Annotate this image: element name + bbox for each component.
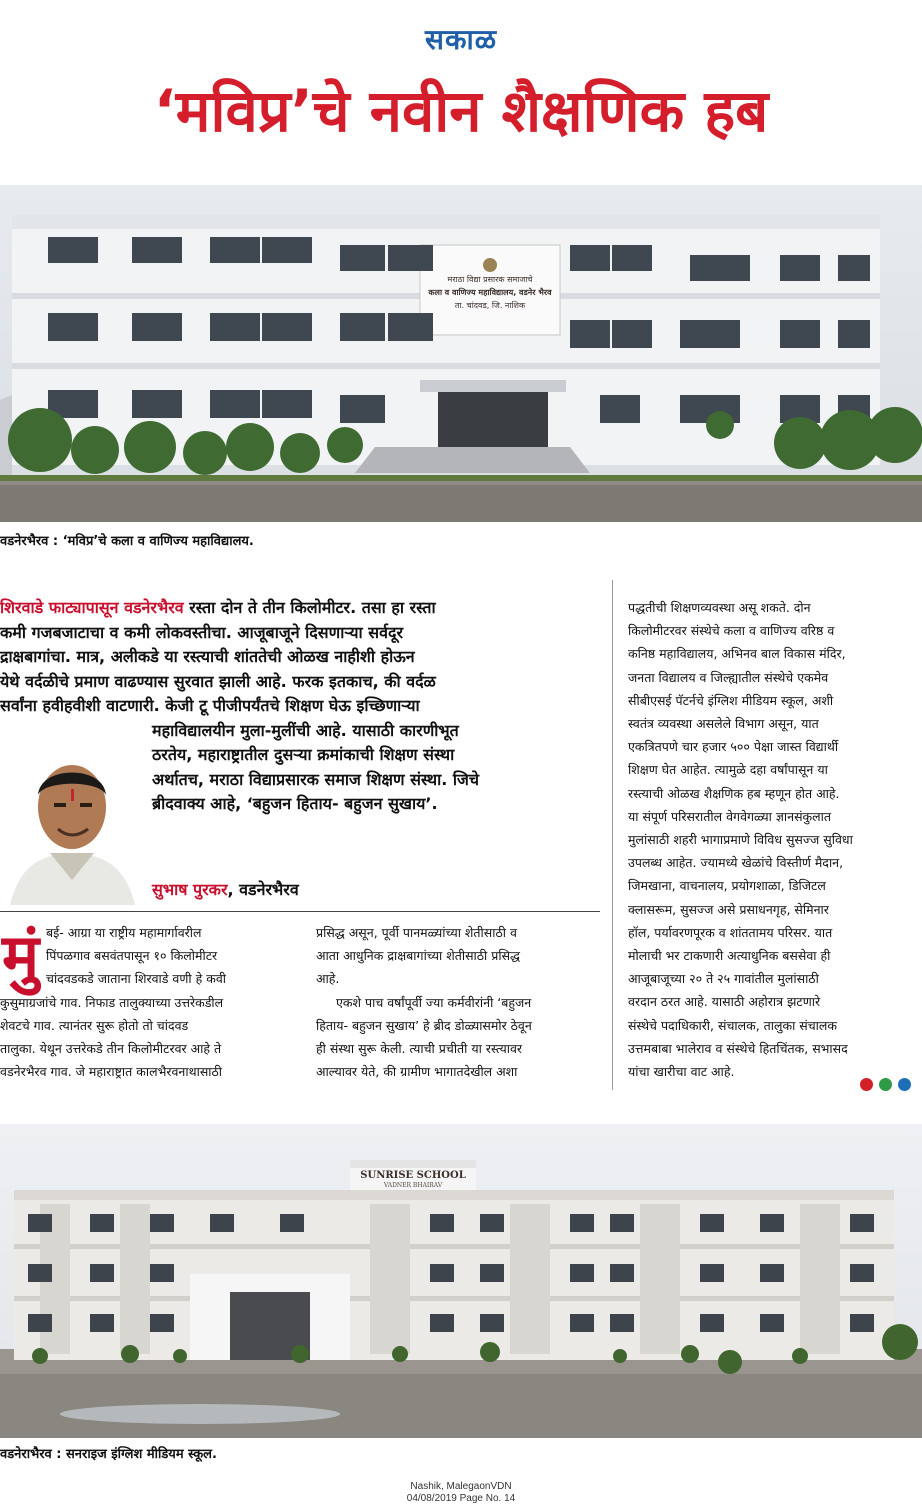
lead-line: द्राक्षबागांचा. मात्र, अलीकडे या रस्त्याची शांततेची ओळख नाहीशी होऊन (0, 647, 415, 666)
footer-date-page: 04/08/2019 Page No. 14 (406, 1493, 516, 1504)
body-line: संस्थेचे पदाधिकारी, संचालक, तालुका संचालक (628, 1017, 837, 1033)
body-line: आजूबाजूच्या २० ते २५ गावांतील मुलांसाठी (628, 971, 819, 987)
body-line: मुलांसाठी शहरी भागाप्रमाणे विविध सुसज्ज सुविधा (628, 832, 853, 848)
byline-name: सुभाष पुरकर (152, 880, 228, 899)
body-line: क्लासरूम, सुसज्ज असे प्रसाधनगृह, सेमिनार (628, 901, 829, 917)
body-line: कुसुमाग्रजांचे गाव. निफाड तालुक्याच्या उत्तरेकडील (0, 994, 224, 1010)
body-line: मोलाची भर टाकणारी अत्याधुनिक बससेवा ही (628, 948, 831, 964)
body-line: जनता विद्यालय व जिल्ह्यातील संस्थेचे एकमेव (628, 669, 829, 685)
school-sign-title: SUNRISE SCHOOL (360, 1170, 466, 1181)
body-line: ही संस्था सुरू केली. त्याची प्रचीती या रस्त्यावर (316, 1041, 523, 1057)
column-rule (612, 580, 613, 1090)
column-3 (628, 596, 918, 1083)
photo2-caption: वडनेराभैरव : सनराइज इंग्लिश मीडियम स्कूल. (0, 1447, 217, 1462)
sign-line: ता. चांदवड, जि. नाशिक (454, 301, 526, 310)
headline: ‘मविप्र’चे नवीन शैक्षणिक हब (153, 77, 769, 145)
body-line: सीबीएसई पॅटर्नचे इंग्लिश मीडियम स्कूल, अशी (628, 692, 834, 708)
lead-line: अर्थातच, मराठा विद्याप्रसारक समाज शिक्षण संस्था. जिचे (152, 769, 480, 789)
sign-line: मराठा विद्या प्रसारक समाजाचे (447, 275, 533, 284)
lead-line: येथे वर्दळीचे प्रमाण वाढण्यास सुरवात झाली आहे. फरक इतकाच, की वर्दळ (0, 671, 436, 691)
body-line: वरदान ठरत आहे. यासाठी अहोरात्र झटणारे (628, 994, 821, 1010)
body-line: एकत्रितपणे चार हजार ५०० पेक्षा जास्त विद्यार्थी (628, 739, 839, 755)
school-signboard (350, 1170, 476, 1190)
body-line: प्रसिद्ध असून, पूर्वी पानमळ्यांच्या शेतीसाठी व (316, 925, 517, 940)
body-line: स्वतंत्र व्यवस्था असलेले विभाग असून, यात (628, 716, 819, 732)
masthead-logo: सकाळ (425, 23, 497, 56)
body-line: वडनेरभैरव गाव. जे महाराष्ट्रात कालभैरवनाथासाठी (0, 1064, 223, 1080)
body-line: शिक्षण घेत आहेत. त्यामुळे दहा वर्षांपासून या (628, 762, 828, 778)
lead-line: महाविद्यालयीन मुला-मुलींची आहे. यासाठी कारणीभूत (152, 720, 459, 740)
reporter-portrait (0, 745, 145, 905)
body-line: बई- आग्रा या राष्ट्रीय महामार्गावरील (46, 925, 202, 940)
lead-line: कमी गजबजाटाचा व कमी लोकवस्तीचा. आजूबाजूने दिसणाऱ्या सर्वदूर (0, 622, 404, 642)
body-line: हिताय- बहुजन सुखाय’ हे ब्रीद डोळ्यासमोर ठेवून (316, 1017, 532, 1033)
section-divider (0, 911, 600, 912)
school-photo (0, 1124, 922, 1438)
body-line: तालुका. येथून उत्तरेकडे तीन किलोमीटरवर आहे ते (0, 1041, 222, 1057)
end-dot-red (860, 1078, 873, 1091)
byline-place: , वडनेरभैरव (227, 880, 299, 899)
lead-line: ब्रीदवाक्य आहे, ‘बहुजन हिताय- बहुजन सुखाय’. (152, 794, 438, 813)
college-photo (0, 185, 922, 522)
photo1-caption: वडनेरभैरव : ‘मविप्र’चे कला व वाणिज्य महाविद्यालय. (0, 534, 254, 549)
body-line: आहे. (316, 971, 340, 987)
lead-line: रस्ता दोन ते तीन किलोमीटर. तसा हा रस्ता (183, 598, 436, 617)
body-line: किलोमीटरवर संस्थेचे कला व वाणिज्य वरिष्ठ व (628, 623, 835, 639)
body-line: शेवटचे गाव. त्यानंतर सुरू होतो तो चांदवड (0, 1017, 189, 1033)
sign-line: कला व वाणिज्य महाविद्यालय, वडनेर भैरव (428, 288, 552, 297)
college-signboard (420, 273, 560, 312)
body-line: यांचा खारीचा वाट आहे. (628, 1064, 735, 1080)
body-line: जिमखाना, वाचनालय, प्रयोगशाळा, डिजिटल (628, 878, 826, 894)
body-line: एकशे पाच वर्षांपूर्वी ज्या कर्मवीरांनी ‘बहुजन (336, 994, 532, 1010)
end-dot-blue (898, 1078, 911, 1091)
body-line: उत्तमबाबा भालेराव व संस्थेचे हितचिंतक, सभासद (628, 1040, 848, 1056)
school-sign-sub: VADNER BHAIRAV (383, 1182, 443, 1189)
body-line: रस्त्याची ओळख शैक्षणिक हब म्हणून होत आहे. (628, 785, 840, 801)
body-line: आल्यावर येते, की ग्रामीण भागातदेखील अशा (316, 1064, 518, 1080)
lead-line: सर्वांना हवीहवीशी वाटणारी. केजी टू पीजीपर्यंतचे शिक्षण घेऊ इच्छिणाऱ्या (0, 696, 420, 715)
body-line: चांदवडकडे जाताना शिरवाडे वणी हे कवी (46, 971, 227, 987)
body-line: या संपूर्ण परिसरातील वेगवेगळ्या ज्ञानसंकुलात (628, 808, 831, 824)
column-1 (0, 921, 296, 1083)
body-line: कनिष्ठ महाविद्यालय, अभिनव बाल विकास मंदिर, (628, 646, 846, 662)
dropcap: मुं (2, 920, 40, 993)
footer-edition: Nashik, MalegaonVDN (410, 1481, 512, 1492)
page-footer (0, 1481, 922, 1505)
body-line: आता आधुनिक द्राक्षबागांच्या शेतीसाठी प्रसिद्ध (316, 948, 521, 964)
body-line: पद्धतीची शिक्षणव्यवस्था असू शकते. दोन (628, 600, 811, 615)
byline (152, 878, 299, 900)
column-2 (316, 921, 604, 1083)
lead-line: ठरतेय, महाराष्ट्रातील दुसऱ्या क्रमांकाची शिक्षण संस्था (152, 745, 455, 764)
body-line: उपलब्ध आहेत. ज्यामध्ये खेळांचे विस्तीर्ण मैदान, (628, 855, 844, 871)
body-line: हॉल, पर्यावरणपूरक व शांततामय परिसर. यात (628, 924, 833, 940)
end-dot-green (879, 1078, 892, 1091)
body-line: पिंपळगाव बसवंतपासून १० किलोमीटर (46, 948, 218, 964)
lead-highlight: शिरवाडे फाट्यापासून वडनेरभैरव (0, 598, 184, 617)
